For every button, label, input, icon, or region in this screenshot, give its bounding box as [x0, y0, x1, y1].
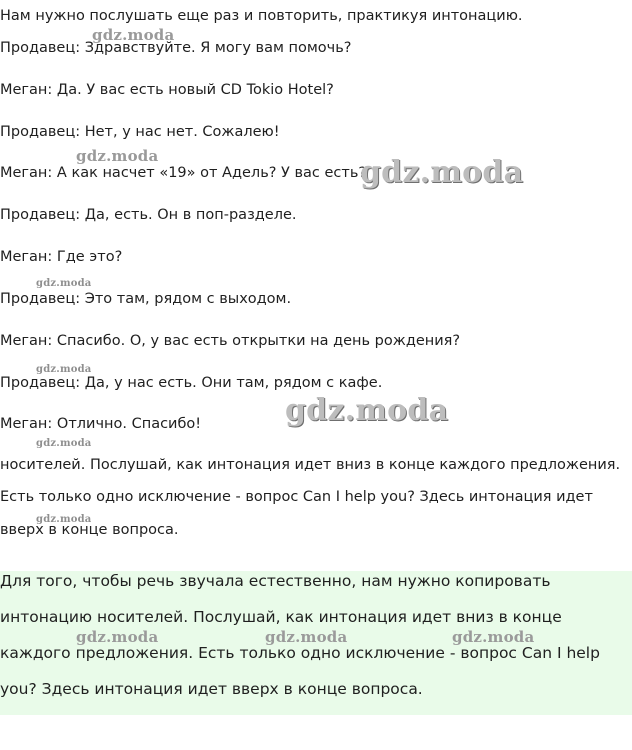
watermark: gdz.moda	[36, 438, 92, 449]
watermark: gdz.moda	[76, 147, 159, 165]
dialogue-line-3: Продавец: Нет, у нас нет. Сожалею!	[0, 124, 280, 140]
dialogue-line-10: Меган: Отлично. Спасибо!	[0, 416, 202, 432]
intro-text: Нам нужно послушать еще раз и повторить, практикуя интонацию.	[0, 8, 523, 24]
dialogue-line-9: Продавец: Да, у нас есть. Они там, рядом с кафе.	[0, 375, 383, 391]
watermark: gdz.moda	[76, 628, 159, 646]
dialogue-line-4: Меган: А как насчет «19» от Адель? У вас есть?	[0, 165, 367, 181]
callout-line-3: каждого предложения. Есть только одно исключение - вопрос Can I help	[0, 644, 600, 662]
callout-line-4: you? Здесь интонация идет вверх в конце вопроса.	[0, 680, 423, 698]
dialogue-line-2: Меган: Да. У вас есть новый CD Tokio Hotel?	[0, 82, 334, 98]
watermark: gdz.moda	[452, 628, 535, 646]
explanation-line-3: вверх в конце вопроса.	[0, 522, 179, 538]
dialogue-line-6: Меган: Где это?	[0, 249, 123, 265]
callout-line-1: Для того, чтобы речь звучала естественно, нам нужно копировать	[0, 572, 551, 590]
watermark: gdz.moda	[36, 514, 92, 525]
dialogue-line-1: Продавец: Здравствуйте. Я могу вам помочь?	[0, 40, 352, 56]
callout-line-2: интонацию носителей. Послушай, как интонация идет вниз в конце	[0, 608, 562, 626]
watermark: gdz.moda	[285, 393, 449, 428]
watermark: gdz.moda	[36, 278, 92, 289]
dialogue-line-7: Продавец: Это там, рядом с выходом.	[0, 291, 292, 307]
explanation-line-2: Есть только одно исключение - вопрос Can I help you? Здесь интонация идет	[0, 489, 593, 505]
watermark: gdz.moda	[92, 26, 175, 44]
dialogue-line-5: Продавец: Да, есть. Он в поп-разделе.	[0, 207, 297, 223]
highlight-block	[0, 571, 632, 715]
dialogue-line-8: Меган: Спасибо. О, у вас есть открытки на день рождения?	[0, 333, 461, 349]
watermark: gdz.moda	[36, 364, 92, 375]
watermark: gdz.moda	[360, 155, 524, 190]
explanation-line-1: носителей. Послушай, как интонация идет вниз в конце каждого предложения.	[0, 457, 621, 473]
watermark: gdz.moda	[265, 628, 348, 646]
